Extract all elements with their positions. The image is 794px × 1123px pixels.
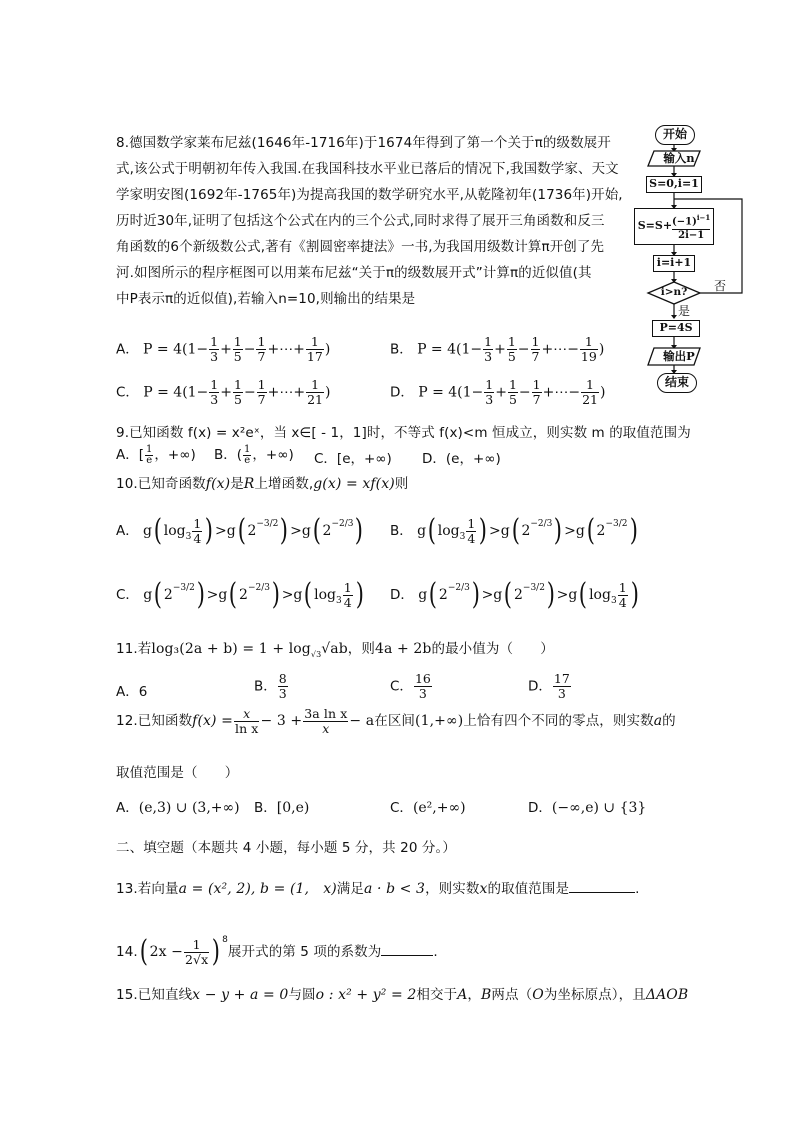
q12-option-c: C．(e²,+∞) — [390, 800, 466, 816]
question-14: 14.( 2x − $\frac{1}{2√x}$ ) $^8$展开式的第 5 项的系数为 . — [116, 934, 438, 969]
q10-text: 10.已知奇函数f(x)是R上增函数,g(x) = xf(x)则 — [116, 476, 409, 492]
q12-option-d: D．(−∞,e) ∪ {3} — [528, 800, 647, 816]
q8-line-1: 8.德国数学家莱布尼兹(1646年-1716年)于1674年得到了第一个关于π的级数展开 — [116, 135, 611, 151]
q8-line-2: 式,该公式于明朝初年传入我国.在我国科技水平业已落后的情况下,我国数学家、天文 — [116, 161, 619, 177]
q12-option-b: B．[0,e) — [254, 800, 310, 816]
q11-option-d: D． $\frac{17}{3}$ — [528, 671, 570, 701]
flow-condition: i>n? — [660, 286, 688, 298]
q10-option-d: D． g( $2^{-2/3}) >g$( $2^{-3/2}) >g$( $\log_3$ $\frac{1}{4}$ ) — [390, 577, 639, 612]
flow-output: 输出P — [663, 349, 695, 363]
q12-option-a: A．(e,3) ∪ (3,+∞) — [116, 800, 240, 816]
q8-option-b: B． P = 4(1− $\frac{1}{3}$ + $\frac{1}{5}$ − $\frac{1}{7}$ +⋯− $\frac{1}{19}$ ) — [390, 334, 605, 364]
question-15: 15.已知直线x − y + a = 0与圆o : x² + y² = 2相交于A，B两点（O为坐标原点），且ΔAOB — [116, 987, 689, 1003]
q9-option-d: D．(e，+∞) — [422, 451, 501, 467]
q10-option-a: A． g( $\log_3$ $\frac{1}{4}$ ) >g( $2^{-3/2}) >g$( $2^{-2/3}$) — [116, 513, 364, 548]
q10-option-b: B． g( $\log_3$ $\frac{1}{4}$ ) >g( $2^{-2/3}) >g$( $2^{-3/2}$) — [390, 513, 638, 548]
flow-yes-label: 是 — [678, 304, 691, 318]
flow-calc: P=4S — [652, 320, 700, 337]
option-label: A． — [116, 341, 139, 358]
flow-increment: i=i+1 — [653, 255, 695, 272]
q8-line-6: 河.如图所示的程序框图可以用莱布尼兹“关于π的级数展开式”计算π的近似值(其 — [116, 265, 592, 281]
option-label: C． — [116, 384, 139, 401]
q11-option-b: B． $\frac{8}{3}$ — [254, 671, 287, 701]
q8-line-4: 历时近30年,证明了包括这个公式在内的三个公式,同时求得了展开三角函数和反三 — [116, 213, 605, 229]
answer-blank[interactable] — [569, 892, 635, 893]
q8-option-d: D． P = 4(1− $\frac{1}{3}$ + $\frac{1}{5}$ − $\frac{1}{7}$ +⋯− $\frac{1}{21}$ ) — [390, 377, 606, 407]
q9-option-c: C．[e，+∞) — [314, 451, 392, 467]
q9-option-b: B．( $\frac{1}{e}$ ，+∞) — [214, 443, 294, 466]
flow-input: 输入n — [663, 151, 695, 165]
q11-text: 11.若$\log_3(2a + b) = 1 + \log_{√3}√ab$，则4a + 2b的最小值为（ ） — [116, 641, 554, 659]
flow-start: 开始 — [655, 125, 695, 145]
q9-text: 9.已知函数 f(x) = x²eˣ，当 x∈[ - 1，1]时，不等式 f(x)<m 恒成立，则实数 m 的取值范围为 — [116, 425, 691, 441]
q8-option-c: C． P = 4(1− $\frac{1}{3}$ + $\frac{1}{5}$ − $\frac{1}{7}$ +⋯+ $\frac{1}{21}$ ) — [116, 377, 331, 407]
q9-option-a: A．[ $\frac{1}{e}$ ，+∞) — [116, 443, 196, 466]
q8-option-a: A． P = 4(1− $\frac{1}{3}$ + $\frac{1}{5}$ − $\frac{1}{7}$ +⋯+ $\frac{1}{17}$ ) — [116, 334, 331, 364]
q10-option-c: C． g( $2^{-3/2}) >g$( $2^{-2/3}) >g$( $\log_3$ $\frac{1}{4}$ ) — [116, 577, 364, 612]
answer-blank[interactable] — [381, 955, 433, 956]
flow-end: 结束 — [657, 373, 697, 393]
q8-line-5: 角函数的6个新级数公式,著有《割圆密率捷法》一书,为我国用级数计算π开创了先 — [116, 239, 605, 255]
option-label: B． — [390, 341, 413, 358]
flow-init: S=0,i=1 — [646, 176, 702, 193]
flow-update-s: S=S+ $\frac{(-1)^{i-1}}{2i-1}$ — [634, 208, 714, 245]
q12-text: 12.已知函数f(x) = $\frac{x}{\text{ln x}}$ − 3 + $\frac{\text{3a ln x}}{x}$ − a在区间(1,+∞)上恰有四个不同的零点，则实数a的 — [116, 705, 676, 736]
q11-option-c: C． $\frac{16}{3}$ — [390, 671, 431, 701]
flow-no-label: 否 — [714, 279, 727, 293]
option-label: D． — [390, 384, 414, 401]
q8-line-7: 中P表示π的近似值),若输入n=10,则输出的结果是 — [116, 291, 416, 307]
q8-line-3: 学家明安图(1692年-1765年)为提高我国的数学研究水平,从乾隆初年(1736年)开始, — [116, 187, 623, 203]
question-13: 13.若向量a = (x², 2), b = (1, x)满足a · b < 3，则实数x的取值范围是 . — [116, 881, 640, 897]
section-2-heading: 二、填空题（本题共 4 小题，每小题 5 分，共 20 分。） — [116, 840, 456, 856]
q12-text-line-2: 取值范围是（ ） — [116, 765, 239, 781]
q11-option-a: A．6 — [116, 684, 148, 700]
